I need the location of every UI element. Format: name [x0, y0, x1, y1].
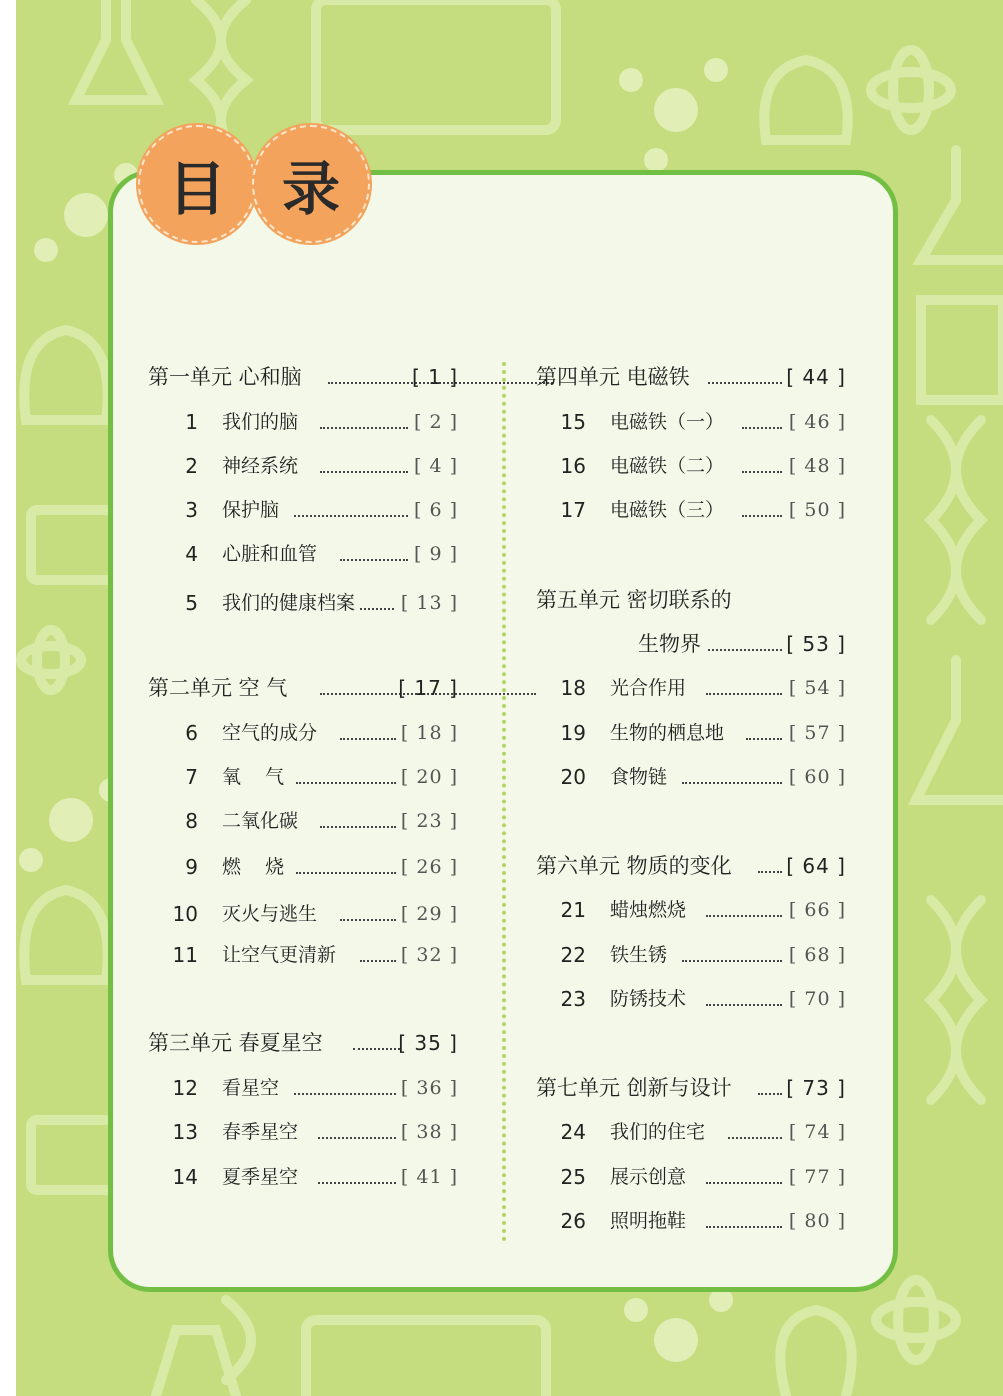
lesson-title: 电磁铁（二） [610, 455, 725, 477]
lesson-number: 1 [185, 410, 198, 434]
lesson-number: 24 [560, 1120, 586, 1144]
document-icon [921, 300, 1003, 400]
toc-lesson-entry[interactable] [546, 493, 846, 527]
lesson-title: 氧 气 [222, 766, 285, 788]
molecule-icon [654, 88, 698, 132]
toc-lesson-entry[interactable] [546, 449, 846, 483]
toc-unit-entry[interactable] [536, 849, 846, 883]
lesson-title: 春季星空 [222, 1121, 299, 1143]
page-number: [ 50 ] [788, 499, 846, 521]
toc-lesson-entry[interactable] [546, 405, 846, 439]
lesson-title: 防锈技术 [610, 988, 687, 1010]
page-number: [ 41 ] [400, 1166, 458, 1188]
lesson-title: 食物链 [610, 766, 668, 788]
unit-title: 第四单元 电磁铁 [536, 365, 690, 389]
toc-lesson-entry[interactable] [546, 1160, 846, 1194]
leader-dots [340, 919, 396, 921]
toc-unit-title-line[interactable] [536, 583, 846, 617]
lightbulb-icon [764, 60, 847, 140]
toc-lesson-entry[interactable] [158, 1071, 458, 1105]
lesson-number: 23 [560, 987, 586, 1011]
page-number: [ 57 ] [788, 722, 846, 744]
toc-lesson-entry[interactable] [158, 804, 458, 838]
toc-lesson-entry[interactable] [158, 405, 458, 439]
lesson-title: 光合作用 [610, 677, 687, 699]
molecule-icon [654, 1318, 698, 1362]
lesson-number: 25 [560, 1165, 586, 1189]
lesson-number: 3 [185, 498, 198, 522]
page-number: [ 32 ] [400, 944, 458, 966]
flask-icon [921, 150, 1003, 260]
toc-lesson-entry[interactable] [158, 449, 458, 483]
toc-unit-entry[interactable] [536, 627, 846, 661]
leader-dots [742, 515, 782, 517]
lesson-number: 20 [560, 765, 586, 789]
leader-dots [746, 738, 782, 740]
molecule-icon [49, 798, 93, 842]
lesson-number: 16 [560, 454, 586, 478]
lightbulb-icon [24, 330, 107, 420]
page-number: [ 60 ] [788, 766, 846, 788]
leader-dots [708, 382, 782, 384]
leader-dots [706, 1182, 782, 1184]
leader-dots [320, 427, 408, 429]
leader-dots [294, 515, 408, 517]
title-char: 录 [281, 155, 340, 223]
toc-unit-entry[interactable] [536, 360, 846, 394]
page-number: [ 13 ] [400, 592, 458, 614]
toc-lesson-entry[interactable] [546, 1115, 846, 1149]
lesson-title: 我们的健康档案 [222, 592, 356, 614]
unit-title: 生物界 [638, 632, 701, 656]
title-char: 目 [167, 155, 226, 223]
lesson-title: 展示创意 [610, 1166, 687, 1188]
leader-dots [682, 782, 782, 784]
atom-icon [876, 1302, 956, 1338]
toc-unit-entry[interactable] [148, 671, 458, 705]
lesson-number: 26 [560, 1209, 586, 1233]
page-number: [ 77 ] [788, 1166, 846, 1188]
page-number: [ 54 ] [788, 677, 846, 699]
unit-title: 第七单元 创新与设计 [536, 1076, 732, 1100]
lesson-number: 10 [172, 902, 198, 926]
leader-dots [318, 1182, 396, 1184]
leader-dots [742, 471, 782, 473]
toc-lesson-entry[interactable] [158, 897, 458, 931]
lesson-title: 我们的住宅 [610, 1121, 706, 1143]
atom-icon [21, 646, 81, 674]
leader-dots [706, 693, 782, 695]
leader-dots [360, 608, 394, 610]
lesson-title: 铁生锈 [610, 944, 668, 966]
page-number: [ 18 ] [400, 722, 458, 744]
leader-dots [296, 872, 396, 874]
lesson-title: 二氧化碳 [222, 810, 299, 832]
lesson-number: 21 [560, 898, 586, 922]
lesson-title: 空气的成分 [222, 722, 318, 744]
lesson-title: 灭火与逃生 [222, 903, 318, 925]
leader-dots [294, 1093, 396, 1095]
lesson-number: 8 [185, 809, 198, 833]
lesson-title: 心脏和血管 [222, 543, 318, 565]
lesson-title: 燃 烧 [222, 856, 285, 878]
leader-dots [706, 1226, 782, 1228]
unit-title: 第三单元 春夏星空 [148, 1031, 323, 1055]
title-badge [138, 125, 256, 243]
page-number: [ 6 ] [414, 499, 458, 521]
leader-dots [682, 960, 782, 962]
toc-lesson-entry[interactable] [546, 938, 846, 972]
toc-lesson-entry[interactable] [546, 716, 846, 750]
leader-dots [340, 738, 396, 740]
page-number: [ 9 ] [414, 543, 458, 565]
leader-dots [353, 1048, 400, 1050]
toc-lesson-entry[interactable] [158, 850, 458, 884]
lesson-title: 电磁铁（三） [610, 499, 725, 521]
toc-lesson-entry[interactable] [546, 982, 846, 1016]
lightbulb-icon [24, 890, 107, 980]
lesson-number: 12 [172, 1076, 198, 1100]
page-number: [ 26 ] [400, 856, 458, 878]
page-number: [ 29 ] [400, 903, 458, 925]
lightbulb-icon [780, 1310, 851, 1396]
page-number: [ 70 ] [788, 988, 846, 1010]
lesson-title: 保护脑 [222, 499, 280, 521]
leader-dots [296, 782, 396, 784]
lesson-number: 18 [560, 676, 586, 700]
leader-dots [340, 559, 408, 561]
dna-icon [931, 420, 956, 620]
atom-icon [871, 72, 951, 108]
leader-dots [360, 960, 396, 962]
toc-lesson-entry[interactable] [158, 760, 458, 794]
leader-dots [728, 1137, 782, 1139]
column-divider [502, 362, 506, 1242]
unit-title: 第一单元 心和脑 [148, 365, 302, 389]
unit-title: 第六单元 物质的变化 [536, 854, 732, 878]
lesson-number: 5 [185, 591, 198, 615]
lesson-number: 11 [172, 943, 198, 967]
toc-lesson-entry[interactable] [158, 1160, 458, 1194]
leader-dots [758, 871, 782, 873]
page-number: [ 38 ] [400, 1121, 458, 1143]
leader-dots [320, 826, 396, 828]
toc-unit-entry[interactable] [148, 1026, 458, 1060]
monitor-icon [306, 1320, 546, 1396]
toc-lesson-entry[interactable] [546, 671, 846, 705]
page-number: [ 68 ] [788, 944, 846, 966]
lesson-number: 15 [560, 410, 586, 434]
lesson-number: 7 [185, 765, 198, 789]
lesson-number: 4 [185, 542, 198, 566]
toc-unit-entry[interactable] [536, 1071, 846, 1105]
page-number: [ 23 ] [400, 810, 458, 832]
unit-title: 第二单元 空 气 [148, 676, 288, 700]
toc-lesson-entry[interactable] [158, 586, 458, 620]
leader-dots [742, 427, 782, 429]
page-number: [ 2 ] [414, 411, 458, 433]
lesson-number: 17 [560, 498, 586, 522]
dna-icon [931, 900, 956, 1100]
toc-lesson-entry[interactable] [158, 716, 458, 750]
lesson-number: 2 [185, 454, 198, 478]
leader-dots [758, 1093, 782, 1095]
leader-dots [706, 1004, 782, 1006]
flask-icon [916, 660, 1003, 800]
lesson-number: 14 [172, 1165, 198, 1189]
unit-title: 第五单元 密切联系的 [536, 588, 732, 612]
page-number: [ 4 ] [414, 455, 458, 477]
page-number: [ 20 ] [400, 766, 458, 788]
page-number: [ 1 ] [411, 365, 458, 389]
molecule-icon [64, 193, 108, 237]
leader-dots [320, 471, 408, 473]
lesson-number: 6 [185, 721, 198, 745]
lesson-title: 夏季星空 [222, 1166, 299, 1188]
toc-lesson-entry[interactable] [158, 938, 458, 972]
page-number: [ 36 ] [400, 1077, 458, 1099]
page-number: [ 73 ] [786, 1076, 846, 1100]
lesson-title: 蜡烛燃烧 [610, 899, 687, 921]
toc-lesson-entry[interactable] [158, 537, 458, 571]
flask-icon [156, 1330, 236, 1396]
page-number: [ 74 ] [788, 1121, 846, 1143]
lesson-number: 13 [172, 1120, 198, 1144]
lesson-title: 看星空 [222, 1077, 280, 1099]
toc-lesson-entry[interactable] [158, 493, 458, 527]
lesson-number: 9 [185, 855, 198, 879]
leader-dots [708, 649, 782, 651]
lesson-title: 电磁铁（一） [610, 411, 725, 433]
monitor-icon [316, 0, 556, 130]
toc-unit-entry[interactable] [148, 360, 458, 394]
page-number: [ 53 ] [786, 632, 846, 656]
page-number: [ 64 ] [786, 854, 846, 878]
lesson-title: 生物的栖息地 [610, 722, 725, 744]
lesson-number: 19 [560, 721, 586, 745]
flask-icon [76, 0, 156, 100]
page-number: [ 35 ] [398, 1031, 458, 1055]
page-number: [ 66 ] [788, 899, 846, 921]
toc-lesson-entry[interactable] [546, 893, 846, 927]
page-number: [ 44 ] [786, 365, 846, 389]
title-badge [252, 125, 370, 243]
toc-lesson-entry[interactable] [158, 1115, 458, 1149]
leader-dots [706, 915, 782, 917]
page-number: [ 46 ] [788, 411, 846, 433]
lesson-title: 让空气更清新 [222, 944, 337, 966]
lesson-title: 我们的脑 [222, 411, 299, 433]
page-number: [ 17 ] [398, 676, 458, 700]
lesson-title: 神经系统 [222, 455, 299, 477]
page-number: [ 48 ] [788, 455, 846, 477]
toc-lesson-entry[interactable] [546, 760, 846, 794]
leader-dots [318, 1137, 396, 1139]
page-number: [ 80 ] [788, 1210, 846, 1232]
lesson-number: 22 [560, 943, 586, 967]
toc-lesson-entry[interactable] [546, 1204, 846, 1238]
lesson-title: 照明拖鞋 [610, 1210, 687, 1232]
